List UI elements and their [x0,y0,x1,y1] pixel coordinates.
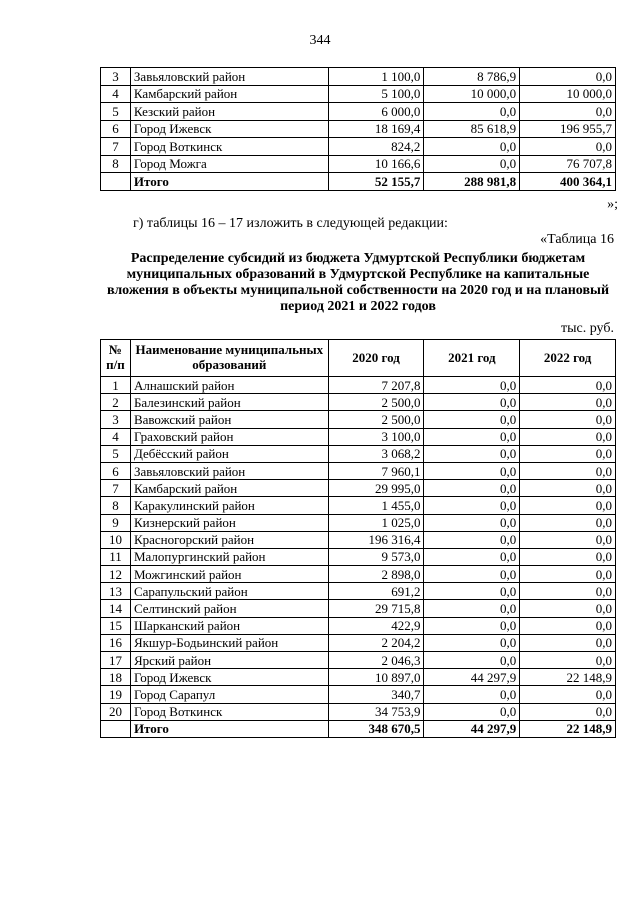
table-row [101,394,616,411]
row-value-2: 0,0 [424,652,520,669]
table-row [101,120,616,138]
row-value-2: 0,0 [424,548,520,565]
row-value-2: 0,0 [424,377,520,394]
table-row [101,155,616,173]
row-value-3: 76 707,8 [520,155,616,173]
row-value-1: 29 995,0 [328,480,424,497]
row-number: 10 [101,531,131,548]
row-value-1: 1 455,0 [328,497,424,514]
row-number: 8 [101,155,131,173]
table-row [101,497,616,514]
row-value-2: 8 786,9 [424,68,520,86]
row-value-2: 0,0 [424,411,520,428]
row-name: Кизнерский район [130,514,328,531]
row-value-3: 0,0 [520,103,616,121]
table-row [101,617,616,634]
header-number: № п/п [101,340,131,377]
row-value-1: 34 753,9 [328,703,424,720]
row-name: Граховский район [130,428,328,445]
total-empty-cell [101,720,131,737]
row-value-3: 0,0 [520,566,616,583]
row-value-3: 0,0 [520,480,616,497]
table-title: Распределение субсидий из бюджета Удмуртской Республики бюджетам муниципальных образований в Удмуртской Республике на капитальные вложения в объекты муниципальной собственности на 2020 год и на плановый период 2021 и 2022 годов [106,251,610,315]
table-row [101,531,616,548]
table-row [101,600,616,617]
header-2021: 2021 год [424,340,520,377]
row-value-3: 0,0 [520,377,616,394]
row-number: 18 [101,669,131,686]
page-number: 344 [309,33,331,48]
row-number: 7 [101,138,131,156]
row-value-3: 0,0 [520,600,616,617]
row-name: Сарапульский район [130,583,328,600]
row-name: Город Воткинск [130,138,328,156]
continued-table-body [101,68,616,191]
row-number: 7 [101,480,131,497]
table-label: «Таблица 16 [540,232,614,247]
row-value-1: 196 316,4 [328,531,424,548]
row-value-2: 0,0 [424,155,520,173]
row-number: 6 [101,462,131,479]
total-label: Итого [130,720,328,737]
row-number: 15 [101,617,131,634]
row-name: Можгинский район [130,566,328,583]
row-value-3: 196 955,7 [520,120,616,138]
table-row [101,85,616,103]
table-row [101,566,616,583]
row-name: Ярский район [130,652,328,669]
row-name: Город Ижевск [130,120,328,138]
row-value-3: 0,0 [520,652,616,669]
header-name: Наименование муниципальных образований [130,340,328,377]
row-number: 16 [101,634,131,651]
row-number: 13 [101,583,131,600]
row-value-3: 0,0 [520,138,616,156]
row-number: 14 [101,600,131,617]
row-number: 5 [101,103,131,121]
table-row [101,103,616,121]
total-row [101,173,616,191]
total-value-3: 22 148,9 [520,720,616,737]
row-value-3: 0,0 [520,548,616,565]
row-value-2: 0,0 [424,703,520,720]
total-label: Итого [130,173,328,191]
total-value-1: 348 670,5 [328,720,424,737]
row-value-3: 0,0 [520,445,616,462]
table-row [101,652,616,669]
table-header-row [101,340,616,377]
row-value-2: 44 297,9 [424,669,520,686]
row-name: Камбарский район [130,85,328,103]
row-value-3: 0,0 [520,514,616,531]
row-value-1: 422,9 [328,617,424,634]
row-value-1: 2 500,0 [328,394,424,411]
row-number: 4 [101,428,131,445]
row-value-2: 0,0 [424,445,520,462]
row-name: Балезинский район [130,394,328,411]
row-name: Камбарский район [130,480,328,497]
continued-table [100,67,616,191]
row-value-2: 85 618,9 [424,120,520,138]
row-name: Завьяловский район [130,462,328,479]
row-value-2: 0,0 [424,428,520,445]
row-value-2: 0,0 [424,600,520,617]
row-value-1: 29 715,8 [328,600,424,617]
row-name: Город Воткинск [130,703,328,720]
row-value-2: 0,0 [424,566,520,583]
row-number: 1 [101,377,131,394]
table-row [101,514,616,531]
row-name: Шарканский район [130,617,328,634]
row-value-2: 0,0 [424,497,520,514]
row-value-1: 5 100,0 [328,85,424,103]
row-value-3: 0,0 [520,531,616,548]
row-number: 20 [101,703,131,720]
subsidy-table [100,339,616,738]
table-row [101,669,616,686]
row-name: Кезский район [130,103,328,121]
row-value-2: 0,0 [424,138,520,156]
row-number: 2 [101,394,131,411]
row-value-1: 1 025,0 [328,514,424,531]
row-value-1: 340,7 [328,686,424,703]
table-row [101,138,616,156]
row-value-1: 6 000,0 [328,103,424,121]
table-row [101,411,616,428]
amendment-instruction: г) таблицы 16 – 17 изложить в следующей редакции: [133,216,448,231]
row-number: 6 [101,120,131,138]
row-value-2: 0,0 [424,480,520,497]
row-value-1: 7 960,1 [328,462,424,479]
unit-label: тыс. руб. [561,321,614,336]
table-row [101,583,616,600]
row-name: Селтинский район [130,600,328,617]
row-value-1: 691,2 [328,583,424,600]
row-value-3: 0,0 [520,68,616,86]
closing-quote: »; [607,197,618,212]
row-name: Завьяловский район [130,68,328,86]
row-value-1: 10 166,6 [328,155,424,173]
table-row [101,462,616,479]
row-value-3: 0,0 [520,703,616,720]
row-value-3: 0,0 [520,428,616,445]
total-value-1: 52 155,7 [328,173,424,191]
total-row [101,720,616,737]
row-value-3: 22 148,9 [520,669,616,686]
row-value-1: 2 500,0 [328,411,424,428]
row-value-2: 0,0 [424,462,520,479]
row-value-2: 0,0 [424,531,520,548]
row-value-1: 18 169,4 [328,120,424,138]
row-name: Город Сарапул [130,686,328,703]
row-number: 12 [101,566,131,583]
row-number: 8 [101,497,131,514]
row-value-1: 7 207,8 [328,377,424,394]
row-value-3: 0,0 [520,497,616,514]
row-name: Город Ижевск [130,669,328,686]
table-row [101,445,616,462]
row-value-1: 3 068,2 [328,445,424,462]
table-row [101,377,616,394]
row-value-3: 0,0 [520,634,616,651]
row-value-1: 2 046,3 [328,652,424,669]
table-row [101,428,616,445]
table-row [101,480,616,497]
row-name: Красногорский район [130,531,328,548]
row-value-2: 0,0 [424,617,520,634]
total-value-2: 288 981,8 [424,173,520,191]
table-row [101,548,616,565]
row-value-1: 824,2 [328,138,424,156]
header-2022: 2022 год [520,340,616,377]
row-number: 3 [101,68,131,86]
row-value-1: 1 100,0 [328,68,424,86]
table-row [101,686,616,703]
table-row [101,68,616,86]
row-value-1: 2 204,2 [328,634,424,651]
row-value-3: 0,0 [520,617,616,634]
row-value-2: 0,0 [424,634,520,651]
row-number: 11 [101,548,131,565]
table-row [101,634,616,651]
subsidy-table-body [101,377,616,738]
row-name: Вавожский район [130,411,328,428]
row-value-3: 0,0 [520,394,616,411]
total-empty-cell [101,173,131,191]
row-value-2: 0,0 [424,514,520,531]
row-value-3: 10 000,0 [520,85,616,103]
row-number: 4 [101,85,131,103]
total-value-2: 44 297,9 [424,720,520,737]
row-value-2: 0,0 [424,103,520,121]
row-value-2: 0,0 [424,394,520,411]
row-number: 17 [101,652,131,669]
row-name: Город Можга [130,155,328,173]
table-row [101,703,616,720]
row-value-1: 3 100,0 [328,428,424,445]
row-number: 19 [101,686,131,703]
row-name: Каракулинский район [130,497,328,514]
row-value-3: 0,0 [520,583,616,600]
row-value-1: 10 897,0 [328,669,424,686]
row-value-1: 2 898,0 [328,566,424,583]
row-name: Дебёсский район [130,445,328,462]
row-value-2: 0,0 [424,583,520,600]
row-value-2: 0,0 [424,686,520,703]
row-name: Алнашский район [130,377,328,394]
row-value-1: 9 573,0 [328,548,424,565]
header-2020: 2020 год [328,340,424,377]
row-number: 9 [101,514,131,531]
row-value-2: 10 000,0 [424,85,520,103]
row-number: 5 [101,445,131,462]
row-value-3: 0,0 [520,686,616,703]
row-value-3: 0,0 [520,411,616,428]
row-value-3: 0,0 [520,462,616,479]
row-number: 3 [101,411,131,428]
total-value-3: 400 364,1 [520,173,616,191]
row-name: Якшур-Бодьинский район [130,634,328,651]
row-name: Малопургинский район [130,548,328,565]
